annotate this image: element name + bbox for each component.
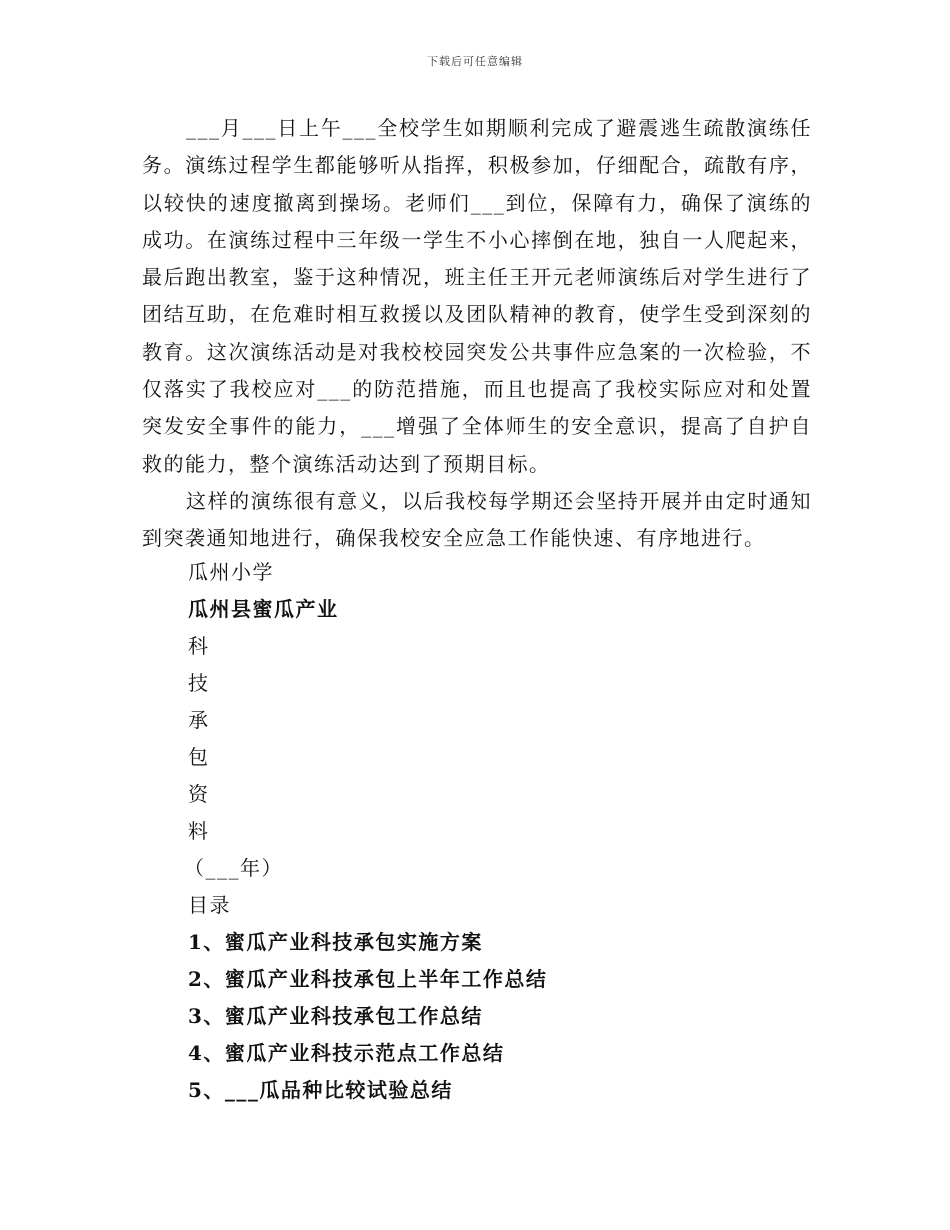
- body-paragraph-drill-report: ___月___日上午___全校学生如期顺利完成了避震逃生疏散演练任务。演练过程学生都能够听从指挥，积极参加，仔细配合，疏散有序，以较快的速度撤离到操场。老师们___到位，保障有力，确保了演练的成功。在演练过程中三年级一学生不小心摔倒在地，独自一人爬起来，最后跑出教室，鉴于这种情况，班主任王开元老师演练后对学生进行了团结互助，在危难时相互救援以及团队精神的教育，使学生受到深刻的教育。这次演练活动是对我校校园突发公共事件应急案的一次检验，不仅落实了我校应对___的防范措施，而且也提高了我校实际应对和处置突发安全事件的能力，___增强了全体师生的安全意识，提高了自护自救的能力，整个演练活动达到了预期目标。: [142, 116, 812, 476]
- toc-item: 2、蜜瓜产业科技承包上半年工作总结: [188, 967, 548, 991]
- body-paragraph-future-plan: 这样的演练很有意义，以后我校每学期还会坚持开展并由定时通知到突袭通知地进行，确保我校安全应急工作能快速、有序地进行。: [142, 489, 812, 551]
- year-line: （___年）: [184, 856, 283, 880]
- vertical-title-char: 承: [188, 708, 210, 732]
- toc-heading: 目录: [188, 893, 231, 917]
- document-title: 瓜州县蜜瓜产业: [188, 597, 339, 621]
- vertical-title-char: 科: [188, 634, 210, 658]
- toc-item: 5、___瓜品种比较试验总结: [188, 1078, 453, 1102]
- vertical-title-char: 技: [188, 671, 210, 695]
- vertical-title-char: 包: [188, 745, 210, 769]
- toc-item: 3、蜜瓜产业科技承包工作总结: [188, 1004, 483, 1028]
- vertical-title-char: 料: [188, 819, 210, 843]
- toc-item: 1、蜜瓜产业科技承包实施方案: [188, 930, 483, 954]
- signature-school-name: 瓜州小学: [188, 560, 274, 584]
- page-header-note: 下载后可任意编辑: [427, 55, 523, 68]
- toc-item: 4、蜜瓜产业科技示范点工作总结: [188, 1041, 505, 1065]
- vertical-title-char: 资: [188, 782, 210, 806]
